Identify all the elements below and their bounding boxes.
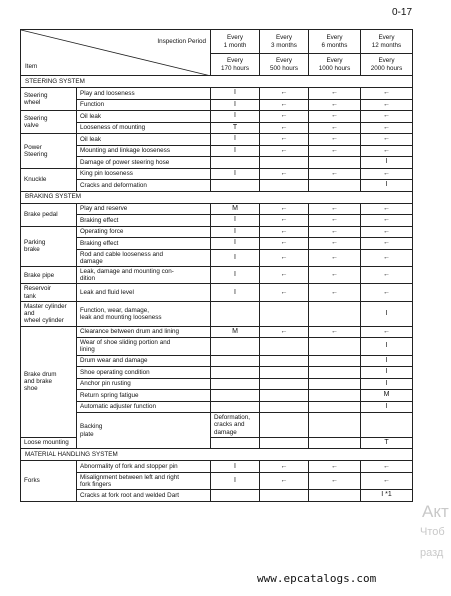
interval-mark: ← (361, 168, 413, 180)
watermark-line-3: разд (420, 547, 444, 559)
interval-mark: ← (361, 122, 413, 134)
interval-mark: ← (309, 145, 361, 157)
table-row (21, 168, 413, 180)
inspection-item: Looseness of mounting (77, 122, 211, 134)
interval-mark: I (211, 215, 260, 227)
table-row (21, 461, 413, 473)
section-row (21, 191, 413, 203)
interval-mark: ← (260, 249, 309, 266)
period-hours-2000: Every 2000 hours (361, 54, 413, 76)
interval-mark: ← (260, 266, 309, 283)
interval-mark (211, 180, 260, 192)
interval-mark: ← (260, 145, 309, 157)
interval-mark: T (211, 122, 260, 134)
interval-mark: I (211, 266, 260, 283)
interval-mark: ← (260, 88, 309, 100)
watermark-line-2: Чтоб (420, 526, 445, 538)
interval-mark (260, 490, 309, 502)
interval-mark: I (361, 157, 413, 169)
item-group: Parking brake (21, 226, 77, 266)
interval-mark: I *1 (361, 490, 413, 502)
interval-mark: M (361, 390, 413, 402)
item-group: Knuckle (21, 168, 77, 191)
table-row (21, 338, 413, 355)
interval-mark: ← (309, 88, 361, 100)
table-row (21, 226, 413, 238)
interval-mark: ← (260, 215, 309, 227)
interval-mark (260, 378, 309, 390)
period-hours-1000: Every 1000 hours (309, 54, 361, 76)
inspection-item: Leak and fluid level (77, 284, 211, 301)
interval-mark: I (211, 145, 260, 157)
interval-mark: ← (260, 134, 309, 146)
item-group: Reservoir tank (21, 284, 77, 301)
inspection-item: Shoe operating condition (77, 367, 211, 379)
table-row (21, 99, 413, 111)
interval-mark: ← (309, 226, 361, 238)
interval-mark: ← (309, 266, 361, 283)
interval-mark (211, 390, 260, 402)
interval-mark (309, 390, 361, 402)
interval-mark: ← (361, 226, 413, 238)
inspection-item: Damage of power steering hose (77, 157, 211, 169)
interval-mark (309, 401, 361, 413)
interval-mark (309, 437, 361, 449)
interval-mark (309, 180, 361, 192)
interval-mark: ← (361, 111, 413, 123)
inspection-item: Braking effect (77, 215, 211, 227)
item-label: Item (25, 62, 38, 70)
header-corner (21, 30, 211, 76)
item-group: Brake pipe (21, 266, 77, 283)
interval-mark: I (361, 401, 413, 413)
header-diagonal (21, 30, 211, 76)
interval-mark: M (211, 203, 260, 215)
interval-mark: ← (309, 168, 361, 180)
period-month-6: Every 6 months (309, 30, 361, 54)
interval-mark (211, 301, 260, 326)
interval-mark: ← (309, 249, 361, 266)
interval-mark: ← (260, 99, 309, 111)
interval-mark: I (361, 301, 413, 326)
inspection-item: Anchor pin rusting (77, 378, 211, 390)
interval-mark (260, 301, 309, 326)
section-row (21, 449, 413, 461)
interval-mark: T (361, 437, 413, 449)
interval-mark: ← (309, 326, 361, 338)
interval-mark (211, 367, 260, 379)
inspection-item: Function (77, 99, 211, 111)
interval-mark: ← (361, 99, 413, 111)
period-month-1: Every 1 month (211, 30, 260, 54)
section-title: MATERIAL HANDLING SYSTEM (21, 449, 413, 461)
section-title: STEERING SYSTEM (21, 76, 413, 88)
interval-mark: ← (361, 461, 413, 473)
interval-mark (309, 490, 361, 502)
inspection-item: Play and looseness (77, 88, 211, 100)
interval-mark: ← (260, 238, 309, 250)
inspection-item: Mounting and linkage looseness (77, 145, 211, 157)
interval-mark: ← (260, 284, 309, 301)
inspection-item: Function, wear, damage, leak and mounting looseness (77, 301, 211, 326)
interval-mark (309, 157, 361, 169)
interval-mark (260, 390, 309, 402)
interval-mark: ← (260, 203, 309, 215)
interval-mark: ← (361, 284, 413, 301)
period-month-12: Every 12 months (361, 30, 413, 54)
interval-mark: ← (361, 203, 413, 215)
inspection-item: Automatic adjuster function (77, 401, 211, 413)
inspection-item: Oil leak (77, 111, 211, 123)
interval-mark (211, 157, 260, 169)
item-group: Master cylinder and wheel cylinder (21, 301, 77, 326)
interval-mark: I (211, 284, 260, 301)
table-row (21, 472, 413, 489)
period-hours-170: Every 170 hours (211, 54, 260, 76)
inspection-item: Braking effect (77, 238, 211, 250)
interval-mark (211, 437, 260, 449)
table-row (21, 367, 413, 379)
table-row (21, 284, 413, 301)
interval-mark (309, 301, 361, 326)
inspection-table (20, 29, 413, 502)
inspection-item: Play and reserve (77, 203, 211, 215)
footer-url[interactable]: www.epcatalogs.com (257, 572, 377, 585)
inspection-item: Drum wear and damage (77, 355, 211, 367)
interval-mark: I (211, 111, 260, 123)
table-row (21, 326, 413, 338)
interval-mark: ← (309, 99, 361, 111)
interval-mark (211, 355, 260, 367)
inspection-item: Clearance between drum and lining (77, 326, 211, 338)
section-row (21, 76, 413, 88)
interval-mark (211, 338, 260, 355)
interval-mark (309, 338, 361, 355)
inspection-item: Cracks and deformation (77, 180, 211, 192)
table-row (21, 413, 413, 438)
inspection-item: Misalignment between left and right fork fingers (77, 472, 211, 489)
table-row (21, 490, 413, 502)
interval-mark (260, 401, 309, 413)
table-row (21, 378, 413, 390)
table-row (21, 203, 413, 215)
table-row (21, 301, 413, 326)
table-row (21, 111, 413, 123)
interval-mark: ← (260, 326, 309, 338)
inspection-item: Operating force (77, 226, 211, 238)
interval-mark: ← (309, 215, 361, 227)
item-group: Steering wheel (21, 88, 77, 111)
interval-mark: ← (309, 284, 361, 301)
interval-mark: I (361, 367, 413, 379)
interval-mark: ← (260, 168, 309, 180)
table-row (21, 122, 413, 134)
inspection-period-label: Inspection Period (157, 38, 206, 45)
interval-mark (260, 180, 309, 192)
interval-mark: ← (361, 266, 413, 283)
table-row (21, 238, 413, 250)
interval-mark (260, 338, 309, 355)
section-title: BRAKING SYSTEM (21, 191, 413, 203)
period-month-3: Every 3 months (260, 30, 309, 54)
interval-mark: I (211, 461, 260, 473)
table-row (21, 88, 413, 100)
inspection-item: King pin looseness (77, 168, 211, 180)
interval-mark: ← (309, 134, 361, 146)
interval-mark: ← (260, 472, 309, 489)
interval-mark: I (211, 249, 260, 266)
interval-mark: I (361, 378, 413, 390)
interval-mark: I (361, 180, 413, 192)
watermark-line-1: Акт (422, 502, 449, 521)
interval-mark: ← (309, 472, 361, 489)
interval-mark: I (211, 238, 260, 250)
inspection-item: Wear of shoe sliding portion and lining (77, 338, 211, 355)
table-row (21, 355, 413, 367)
interval-mark: ← (361, 145, 413, 157)
interval-mark: ← (361, 249, 413, 266)
interval-mark (260, 367, 309, 379)
interval-mark: I (211, 88, 260, 100)
interval-mark: ← (309, 122, 361, 134)
interval-mark (260, 437, 309, 449)
table-row (21, 266, 413, 283)
item-group: Brake drum and brake shoe (21, 326, 77, 437)
interval-mark (211, 378, 260, 390)
interval-mark (260, 355, 309, 367)
interval-mark (309, 355, 361, 367)
inspection-item: Deformation, cracks and damage (211, 413, 260, 438)
interval-mark: ← (361, 326, 413, 338)
interval-mark: ← (309, 461, 361, 473)
inspection-item: Loose mounting (21, 437, 77, 449)
table-row (21, 180, 413, 192)
interval-mark: ← (361, 134, 413, 146)
interval-mark: M (211, 326, 260, 338)
interval-mark (260, 413, 309, 438)
inspection-item: Return spring fatigue (77, 390, 211, 402)
interval-mark (211, 490, 260, 502)
interval-mark: ← (361, 238, 413, 250)
interval-mark: ← (260, 111, 309, 123)
table-row (21, 215, 413, 227)
interval-mark: ← (260, 122, 309, 134)
interval-mark (309, 413, 361, 438)
interval-mark: I (211, 168, 260, 180)
inspection-item: Oil leak (77, 134, 211, 146)
interval-mark (309, 378, 361, 390)
interval-mark: ← (260, 226, 309, 238)
interval-mark: I (361, 338, 413, 355)
inspection-item: Leak, damage and mounting con- dition (77, 266, 211, 283)
interval-mark: I (211, 226, 260, 238)
table-row (21, 249, 413, 266)
item-group: Forks (21, 461, 77, 501)
inspection-item: Cracks at fork root and welded Dart (77, 490, 211, 502)
interval-mark: ← (309, 111, 361, 123)
interval-mark (361, 413, 413, 438)
interval-mark: ← (309, 238, 361, 250)
page-number: 0-17 (392, 7, 413, 18)
interval-mark: ← (260, 461, 309, 473)
interval-mark (260, 157, 309, 169)
interval-mark (211, 401, 260, 413)
interval-mark: ← (309, 203, 361, 215)
inspection-item: Rod and cable looseness and damage (77, 249, 211, 266)
interval-mark: I (361, 355, 413, 367)
period-hours-500: Every 500 hours (260, 54, 309, 76)
item-group: Backing plate (77, 413, 211, 449)
item-group: Brake pedal (21, 203, 77, 226)
interval-mark: I (211, 472, 260, 489)
item-group: Steering valve (21, 111, 77, 134)
table-row (21, 134, 413, 146)
table-row (21, 390, 413, 402)
table-row (21, 401, 413, 413)
interval-mark: I (211, 99, 260, 111)
interval-mark: ← (361, 215, 413, 227)
item-group: Power Steering (21, 134, 77, 169)
table-row (21, 157, 413, 169)
inspection-item: Abnormality of fork and stopper pin (77, 461, 211, 473)
interval-mark: I (211, 134, 260, 146)
table-row (21, 145, 413, 157)
interval-mark: ← (361, 88, 413, 100)
interval-mark: ← (361, 472, 413, 489)
interval-mark (309, 367, 361, 379)
